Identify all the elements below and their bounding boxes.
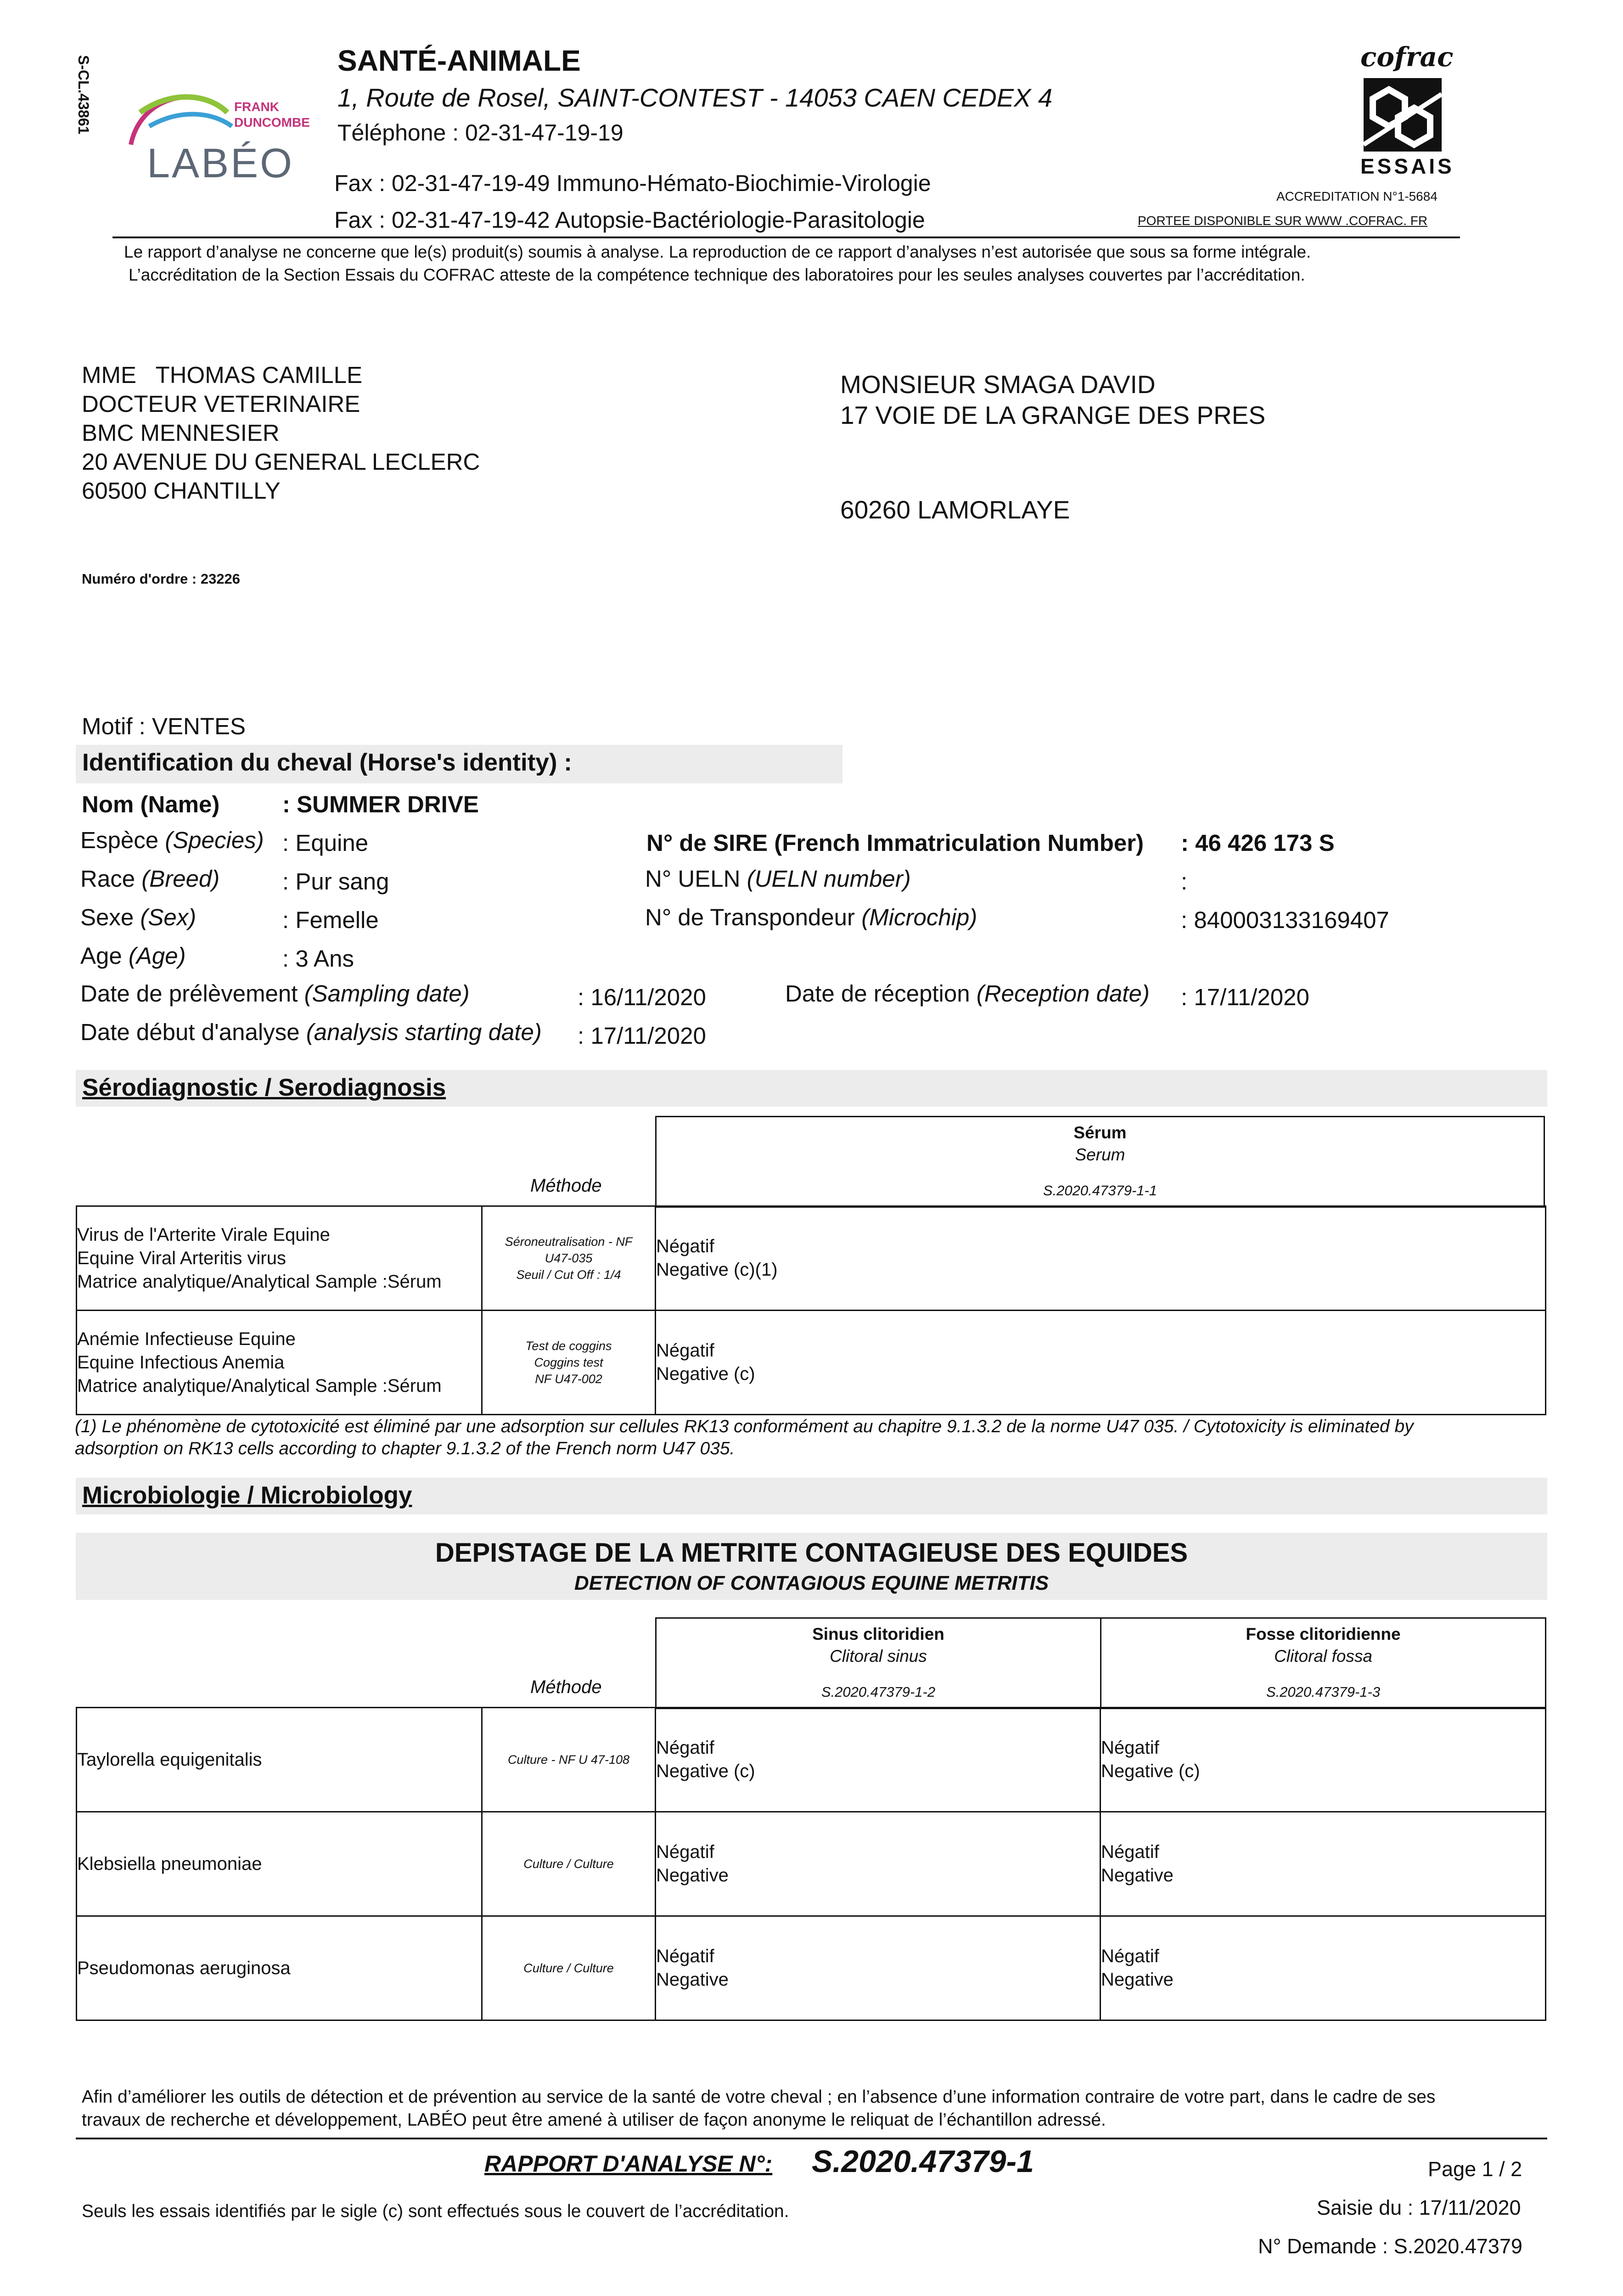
serodiagnosis-section-header: [76, 1070, 1547, 1107]
sender-line: 20 AVENUE DU GENERAL LECLERC: [82, 449, 480, 475]
reception-label: [785, 980, 1150, 1007]
micro-sample-header: [655, 1617, 1546, 1709]
lab-fax1: Fax : 02-31-47-19-49 Immuno-Hémato-Biochimie-Virologie: [334, 170, 931, 196]
micro-test-cell: [77, 1708, 482, 1812]
micro-result-cell: [1101, 1812, 1546, 1916]
micro-method-cell: [482, 1916, 656, 2020]
micro-results-table: [76, 1707, 1546, 2021]
sire-value: : 46 426 173 S: [1181, 830, 1335, 856]
micro-result-line: Negative: [656, 1865, 729, 1885]
disclaimer-line2: L’accréditation de la Section Essais du COFRAC atteste de la compétence technique des laboratoires pour les seules analyses couvertes par l’accréditation.: [129, 265, 1305, 284]
report-label: RAPPORT D'ANALYSE N°:: [484, 2151, 773, 2177]
sero-results-table: [76, 1205, 1546, 1415]
sender-line: MME THOMAS CAMILLE: [82, 362, 363, 388]
header-rule: [112, 236, 1460, 238]
sero-sample-fr: Sérum: [1073, 1123, 1127, 1142]
table-row: [77, 1812, 1546, 1916]
micro-col2-code: S.2020.47379-1-3: [1266, 1684, 1381, 1700]
sire-label: N° de SIRE (French Immatriculation Number): [646, 830, 1144, 856]
micro-result-cell: [656, 1708, 1101, 1812]
sero-method-line: Seuil / Cut Off : 1/4: [516, 1268, 621, 1282]
micro-result-line: Négatif: [1101, 1738, 1159, 1758]
sero-sample-header: [655, 1116, 1545, 1208]
sero-test-line: Equine Viral Arteritis virus: [77, 1248, 286, 1268]
micro-result-line: Negative: [656, 1970, 729, 1990]
sero-result-cell: [656, 1311, 1546, 1415]
micro-result-cell: [656, 1812, 1101, 1916]
table-row: [77, 1206, 1546, 1311]
micro-col1-header: [656, 1618, 1101, 1709]
accreditation-note: Seuls les essais identifiés par le sigle (c) sont effectués sous le couvert de l’accréditation.: [82, 2201, 789, 2221]
micro-result-line: Négatif: [656, 1946, 714, 1966]
age-value: : 3 Ans: [282, 945, 354, 972]
sero-test-line: Anémie Infectieuse Equine: [77, 1328, 296, 1349]
ueln-label-en: (UELN number): [747, 866, 911, 892]
cem-banner-subtitle: DETECTION OF CONTAGIOUS EQUINE METRITIS: [574, 1572, 1049, 1594]
serodiagnosis-section-title: Sérodiagnostic / Serodiagnosis: [82, 1074, 446, 1101]
sero-test-line: Matrice analytique/Analytical Sample :Sérum: [77, 1375, 442, 1396]
identity-section-title: Identification du cheval (Horse's identity) :: [82, 749, 572, 776]
logo-brand: LABÉO: [147, 141, 294, 186]
breed-label-en: (Breed): [141, 866, 220, 892]
sampling-label-en: (Sampling date): [304, 980, 470, 1007]
sex-label-fr: Sexe: [80, 904, 134, 930]
sero-sample-code: S.2020.47379-1-1: [1043, 1182, 1157, 1199]
micro-test-name: Taylorella equigenitalis: [77, 1749, 262, 1770]
labeo-logo: [122, 80, 324, 195]
table-row: [77, 1311, 1546, 1415]
sampling-label-fr: Date de prélèvement: [80, 980, 298, 1007]
analysis-value: : 17/11/2020: [578, 1023, 706, 1049]
sero-result-line: Négatif: [656, 1236, 714, 1256]
transponder-value: : 840003133169407: [1181, 907, 1389, 933]
micro-col1-en: Clitoral sinus: [830, 1647, 927, 1666]
breed-label-fr: Race: [80, 866, 135, 892]
sero-method-line: Séroneutralisation - NF: [505, 1235, 633, 1249]
reception-label-en: (Reception date): [976, 980, 1150, 1007]
sero-method-line: Test de coggins: [525, 1339, 612, 1353]
micro-method-header: Méthode: [530, 1677, 602, 1697]
footer-rule: [76, 2138, 1547, 2139]
sero-test-line: Equine Infectious Anemia: [77, 1352, 285, 1373]
microbiology-section-title: Microbiologie / Microbiology: [82, 1482, 412, 1509]
sero-result-line: Negative (c): [656, 1364, 755, 1384]
age-label: [80, 942, 186, 969]
microbiology-section-header: [76, 1478, 1547, 1514]
sampling-value: : 16/11/2020: [578, 984, 706, 1010]
ueln-value: :: [1181, 868, 1188, 895]
micro-method: Culture - NF U 47-108: [507, 1753, 630, 1767]
cofrac-logo: [1357, 41, 1455, 179]
sex-label-en: (Sex): [140, 904, 197, 930]
species-label-en: (Species): [165, 827, 264, 853]
order-number: Numéro d'ordre : 23226: [82, 571, 241, 587]
analysis-label: [80, 1019, 542, 1046]
micro-result-line: Négatif: [656, 1738, 714, 1758]
micro-result-line: Negative: [1101, 1865, 1174, 1885]
report-number: S.2020.47379-1: [812, 2144, 1034, 2179]
table-row: [77, 1916, 1546, 2020]
sero-method-line: Coggins test: [534, 1356, 603, 1369]
lab-fax2: Fax : 02-31-47-19-42 Autopsie-Bactériologie-Parasitologie: [334, 207, 925, 233]
micro-result-cell: [656, 1916, 1101, 2020]
sero-test-cell: [77, 1206, 482, 1311]
sero-result-line: Negative (c)(1): [656, 1260, 778, 1280]
micro-col1-code: S.2020.47379-1-2: [821, 1684, 936, 1700]
transponder-label: [645, 904, 977, 931]
sero-method-line: NF U47-002: [535, 1372, 602, 1386]
analysis-label-en: (analysis starting date): [306, 1019, 542, 1045]
sero-method-cell: [482, 1311, 656, 1415]
sero-sample-en: Serum: [1075, 1145, 1125, 1164]
sender-line: DOCTEUR VETERINAIRE: [82, 391, 360, 417]
sampling-label: [80, 980, 470, 1007]
species-value: : Equine: [282, 830, 369, 856]
micro-col1-fr: Sinus clitoridien: [812, 1625, 944, 1643]
cofrac-accreditation: ACCREDITATION N°1-5684: [1276, 189, 1438, 203]
micro-method: Culture / Culture: [523, 1857, 614, 1871]
sex-label: [80, 904, 196, 931]
recipient-name: MONSIEUR SMAGA DAVID: [840, 370, 1156, 399]
footer-note-line2: travaux de recherche et développement, LABÉO peut être amené à utiliser de façon anonyme le reliquat de l’échantillon adressé.: [82, 2110, 1106, 2130]
sender-line: 60500 CHANTILLY: [82, 478, 281, 504]
name-label: Nom (Name): [82, 791, 220, 817]
sero-footnote-line2: adsorption on RK13 cells according to chapter 9.1.3.2 of the French norm U47 035.: [75, 1439, 735, 1458]
cofrac-portee[interactable]: PORTEE DISPONIBLE SUR WWW .COFRAC. FR: [1138, 214, 1428, 228]
micro-result-cell: [1101, 1708, 1546, 1812]
side-code: S-CL.43861: [75, 55, 92, 135]
species-label: [80, 827, 264, 854]
logo-swirl-icon: [122, 80, 324, 149]
cofrac-logo-top: cofrac: [1360, 41, 1454, 73]
micro-result-line: Negative (c): [1101, 1761, 1200, 1781]
micro-result-line: Négatif: [1101, 1842, 1159, 1862]
recipient-street: 17 VOIE DE LA GRANGE DES PRES: [840, 401, 1266, 429]
lab-address: 1, Route de Rosel, SAINT-CONTEST - 14053 CAEN CEDEX 4: [337, 83, 1053, 112]
micro-col2-header: [1101, 1618, 1546, 1709]
sero-method-cell: [482, 1206, 656, 1311]
logo-line2: DUNCOMBE: [234, 115, 310, 129]
micro-result-line: Négatif: [1101, 1946, 1159, 1966]
lab-name: SANTÉ-ANIMALE: [337, 44, 581, 77]
sero-result-line: Négatif: [656, 1340, 714, 1361]
breed-value: : Pur sang: [282, 868, 389, 895]
logo-line1: FRANK: [234, 100, 279, 114]
sero-footnote-line1: (1) Le phénomène de cytotoxicité est éliminé par une adsorption sur cellules RK13 conformément au chapitre 9.1.3.2 de la norme U47 035. / Cytotoxicity is eliminated by: [75, 1417, 1414, 1436]
age-label-en: (Age): [128, 943, 186, 969]
saisie-date: Saisie du : 17/11/2020: [1317, 2196, 1521, 2219]
ueln-label: [645, 865, 911, 892]
table-row: [77, 1708, 1546, 1812]
age-label-fr: Age: [80, 943, 122, 969]
footer-note-line1: Afin d’améliorer les outils de détection et de prévention au service de la santé de votre cheval ; en l’absence d’une information contraire de votre part, dans le cadre de ses: [82, 2087, 1436, 2107]
ueln-label-fr: N° UELN: [645, 866, 741, 892]
sender-line: BMC MENNESIER: [82, 420, 280, 446]
sero-method-line: U47-035: [545, 1251, 593, 1265]
micro-result-line: Négatif: [656, 1842, 714, 1862]
sero-test-line: Virus de l'Arterite Virale Equine: [77, 1224, 330, 1245]
cofrac-emblem-icon: [1361, 76, 1444, 154]
motif: Motif : VENTES: [82, 713, 246, 739]
micro-method: Culture / Culture: [523, 1961, 614, 1975]
micro-col2-en: Clitoral fossa: [1274, 1647, 1372, 1666]
micro-test-name: Klebsiella pneumoniae: [77, 1853, 262, 1874]
micro-test-name: Pseudomonas aeruginosa: [77, 1958, 291, 1978]
lab-phone: Téléphone : 02-31-47-19-19: [337, 120, 623, 146]
reception-value: : 17/11/2020: [1181, 984, 1309, 1010]
micro-col2-fr: Fosse clitoridienne: [1246, 1625, 1401, 1643]
sero-method-header: Méthode: [530, 1176, 602, 1196]
micro-method-cell: [482, 1708, 656, 1812]
reception-label-fr: Date de réception: [785, 980, 970, 1007]
micro-result-cell: [1101, 1916, 1546, 2020]
page-number: Page 1 / 2: [1428, 2157, 1522, 2181]
micro-method-cell: [482, 1812, 656, 1916]
name-value: : SUMMER DRIVE: [282, 791, 479, 817]
sex-value: : Femelle: [282, 907, 379, 933]
species-label-fr: Espèce: [80, 827, 159, 853]
micro-test-cell: [77, 1812, 482, 1916]
micro-test-cell: [77, 1916, 482, 2020]
sero-test-line: Matrice analytique/Analytical Sample :Sérum: [77, 1271, 442, 1292]
transponder-label-en: (Microchip): [861, 904, 977, 930]
recipient-city: 60260 LAMORLAYE: [840, 495, 1070, 524]
sender-address: [82, 360, 480, 505]
cem-banner-title: DEPISTAGE DE LA METRITE CONTAGIEUSE DES EQUIDES: [435, 1538, 1188, 1568]
sero-result-cell: [656, 1206, 1546, 1311]
micro-result-line: Negative: [1101, 1970, 1174, 1990]
analysis-label-fr: Date début d'analyse: [80, 1019, 300, 1045]
identity-section-header: [76, 745, 842, 783]
disclaimer-line1: Le rapport d’analyse ne concerne que le(s) produit(s) soumis à analyse. La reproduction de ce rapport d’analyses n’est autorisée que sous sa forme intégrale.: [124, 242, 1311, 261]
micro-result-line: Negative (c): [656, 1761, 755, 1781]
transponder-label-fr: N° de Transpondeur: [645, 904, 855, 930]
demande-number: N° Demande : S.2020.47379: [1258, 2234, 1522, 2258]
breed-label: [80, 865, 219, 892]
cem-banner: [76, 1533, 1547, 1600]
sero-sample-header-cell: [656, 1117, 1544, 1207]
sero-test-cell: [77, 1311, 482, 1415]
cofrac-logo-bottom: ESSAIS: [1360, 154, 1455, 178]
